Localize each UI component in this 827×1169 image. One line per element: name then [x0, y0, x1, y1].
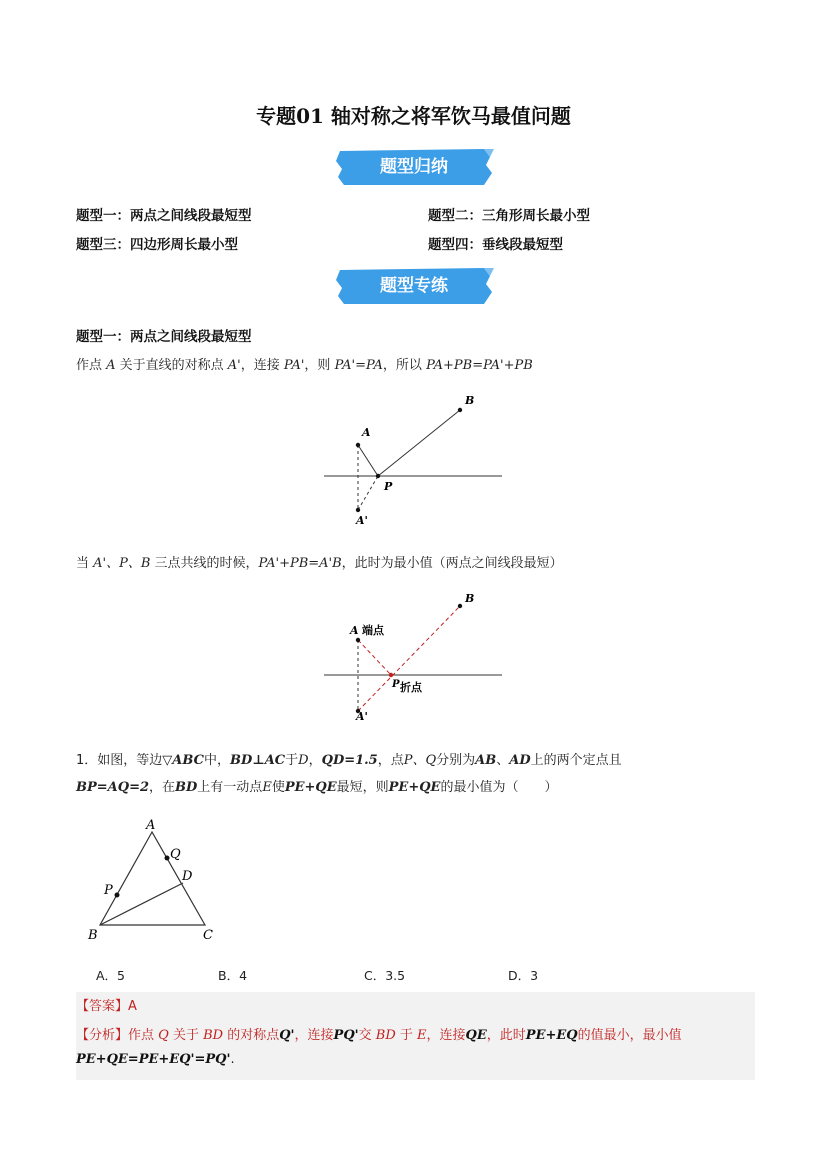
text: 交: [358, 1028, 376, 1043]
answer-line: [76, 995, 137, 1014]
text: ，连接: [240, 358, 284, 373]
math-e: E: [417, 1028, 427, 1043]
point-a-prime: [356, 508, 360, 512]
text: ，连接: [294, 1028, 334, 1043]
math-formula: PE+QE=PE+EQ'=PQ': [76, 1052, 231, 1067]
math-pa-prime: PA': [283, 358, 305, 373]
label-d: D: [182, 869, 193, 884]
text: 上的两个定点且: [530, 753, 622, 768]
category-3: 题型三：四边形周长最小型: [76, 237, 238, 253]
math-pq: P、Q: [403, 753, 437, 768]
label-a-prime: A': [356, 514, 368, 527]
text: 三点共线的时候，: [150, 556, 259, 571]
segment-pb: [378, 410, 460, 476]
label-a: A: [146, 818, 156, 833]
text: 的对称点: [223, 1028, 280, 1043]
point-b: [458, 604, 462, 608]
text: ，在: [149, 780, 176, 795]
point-a: [356, 638, 360, 642]
math-a: A: [106, 358, 116, 373]
label-p: P: [384, 480, 393, 493]
text: 上有一动点: [197, 780, 263, 795]
figure-collinear: [320, 588, 510, 728]
option-a[interactable]: A．5: [96, 968, 126, 983]
label-endpoint: 端点: [362, 624, 384, 637]
text: ，此时: [486, 1028, 526, 1043]
problem-1-line1: [76, 749, 622, 768]
text: .: [230, 1052, 235, 1067]
text: 1．如图，等边: [76, 753, 163, 768]
label-p: P: [392, 679, 400, 690]
text: ，此时为最小值（两点之间线段最短）: [341, 556, 563, 571]
math-points: A'、P、B: [93, 556, 151, 571]
text: 当: [76, 556, 94, 571]
segment-ap: [358, 640, 391, 675]
segment-a-prime-b: [358, 606, 460, 711]
analysis-line1: [76, 1024, 682, 1043]
math-q-prime: Q': [279, 1028, 295, 1043]
answer-value: A: [128, 999, 137, 1014]
point-p: [389, 673, 393, 677]
text: ，所以: [382, 358, 427, 373]
math-pe-qe: PE+QE: [284, 780, 337, 795]
math-eq1: PA'=PA: [334, 358, 383, 373]
figure-triangle: [84, 814, 224, 944]
text: 于: [285, 753, 299, 768]
section-banner-summary: [334, 147, 494, 187]
label-b: B: [465, 592, 475, 605]
math-triangle: ▽ABC: [162, 753, 204, 768]
text: 、: [496, 753, 510, 768]
text: 关于: [168, 1028, 204, 1043]
math-pq-prime: PQ': [333, 1028, 359, 1043]
math-qd: QD=1.5: [321, 753, 378, 768]
label-a: A: [350, 624, 359, 637]
math-pe-eq: PE+EQ: [525, 1028, 578, 1043]
analysis-label: 【分析】: [76, 1028, 129, 1043]
banner-summary-label: 题型归纳: [380, 157, 448, 177]
math-ab: AB: [475, 753, 497, 768]
text: 作点: [128, 1028, 159, 1043]
text: 作点: [76, 358, 107, 373]
math-bd: BD: [175, 780, 198, 795]
point-q: [165, 856, 170, 861]
paragraph-reflection: [76, 354, 533, 373]
math-e: E: [262, 780, 272, 795]
answer-label: 【答案】: [76, 999, 129, 1014]
label-b: B: [88, 928, 98, 943]
label-a-prime: A': [356, 710, 368, 723]
math-ad: AD: [509, 753, 531, 768]
section1-heading: 题型一：两点之间线段最短型: [76, 329, 252, 345]
math-qe: QE: [465, 1028, 487, 1043]
text: ，点: [377, 753, 404, 768]
text: 中，: [203, 753, 230, 768]
analysis-line2: [76, 1052, 235, 1067]
label-a: A: [362, 426, 371, 439]
text: 关于直线的对称点: [115, 358, 228, 373]
math-d: D: [298, 753, 309, 768]
problem-1-line2: [76, 776, 557, 795]
text: 使: [271, 780, 285, 795]
figure-reflection: [320, 390, 510, 530]
point-p: [115, 893, 120, 898]
math-pe-qe-2: PE+QE: [388, 780, 441, 795]
math-bd: BD: [203, 1028, 224, 1043]
category-2: 题型二：三角形周长最小型: [428, 208, 590, 224]
text: ，连接: [426, 1028, 466, 1043]
category-1: 题型一：两点之间线段最短型: [76, 208, 252, 224]
text: ，: [308, 753, 322, 768]
math-eq: PA'+PB=A'B: [258, 556, 342, 571]
label-breakpoint: 折点: [400, 681, 422, 694]
option-c[interactable]: C．3.5: [364, 968, 406, 983]
text: 最短，则: [336, 780, 389, 795]
text: 的最小值为（ ）: [440, 780, 558, 795]
category-4: 题型四：垂线段最短型: [428, 237, 563, 253]
text: 分别为: [436, 753, 476, 768]
math-eq2: PA+PB=PA'+PB: [426, 358, 533, 373]
label-b: B: [465, 394, 475, 407]
text: 的值最小，最小值: [577, 1028, 682, 1043]
section-banner-practice: [334, 266, 494, 306]
label-p: P: [104, 883, 113, 898]
point-p: [376, 474, 380, 478]
label-c: C: [203, 928, 213, 943]
label-q: Q: [170, 847, 181, 862]
page-title: 专题01 轴对称之将军饮马最值问题: [256, 104, 571, 128]
math-bd-2: BD: [375, 1028, 396, 1043]
option-b[interactable]: B．4: [218, 968, 248, 983]
paragraph-collinear: [76, 552, 563, 571]
math-q: Q: [158, 1028, 169, 1043]
math-bp: BP=AQ=2: [76, 780, 150, 795]
segment-a-prime-p: [358, 476, 378, 510]
text: ，则: [304, 358, 335, 373]
option-d[interactable]: D．3: [508, 968, 539, 983]
math-perp: BD⊥AC: [229, 753, 286, 768]
segment-ap: [358, 445, 378, 476]
point-b: [458, 408, 462, 412]
math-a-prime: A': [227, 358, 241, 373]
point-a: [356, 443, 360, 447]
banner-practice-label: 题型专练: [380, 276, 448, 296]
text: 于: [395, 1028, 418, 1043]
